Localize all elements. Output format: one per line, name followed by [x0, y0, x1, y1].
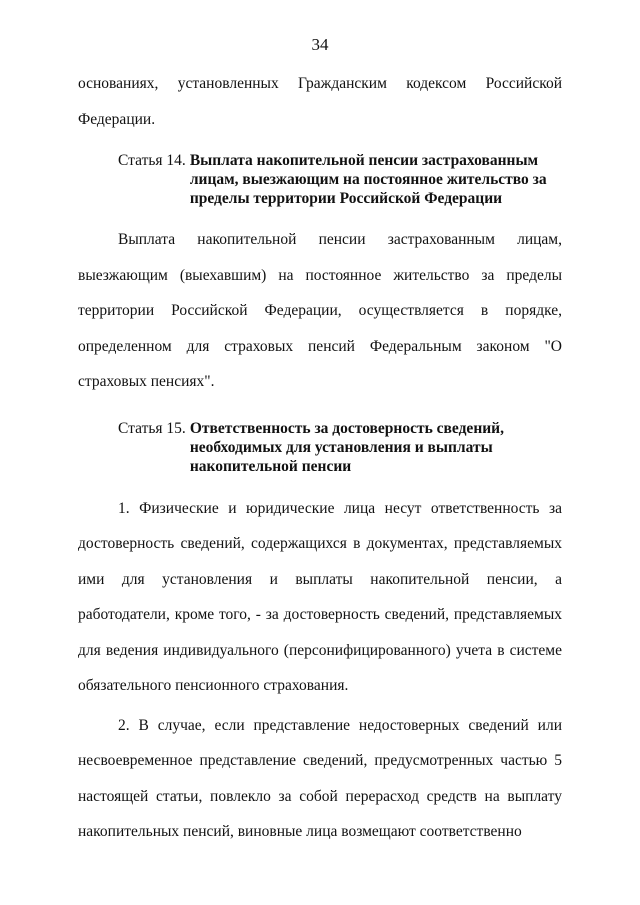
article-15-paragraph-2: 2. В случае, если представление недостоверных сведений или несвоевременное представление сведений, предусмотренных частью 5 настоящей статьи, повлекло за собой перерасход средств на выплату накопительных пенсий, виновные лица возмещают соответственно: [78, 716, 562, 840]
continuation-paragraph: основаниях, установленных Гражданским кодексом Российской Федерации.: [78, 75, 562, 128]
page-number: 34: [311, 35, 329, 54]
article-14-paragraph: Выплата накопительной пенсии застрахованным лицам, выезжающим (выехавшим) на постоянное жительство за пределы территории Российской Федерации, осуществляется в порядке, определенном для страховых пенсий Федеральным законом "О страховых пенсиях".: [78, 231, 562, 390]
article-14-title: Выплата накопительной пенсии застрахованным лицам, выезжающим на постоянное жительство за пределы территории Российской Федерации: [189, 152, 547, 207]
article-14-heading: [78, 151, 562, 208]
article-15-title: Ответственность за достоверность сведений, необходимых для установления и выплаты накопительной пенсии: [189, 419, 504, 475]
page-body: [78, 66, 562, 850]
article-15-paragraph-1: 1. Физические и юридические лица несут ответственность за достоверность сведений, содержащихся в документах, представляемых ими для установления и выплаты накопительной пенсии, а работодатели, кроме того, - за достоверность сведений, представляемых для ведения индивидуального (персонифицированного) учета в системе обязательного пенсионного страхования.: [78, 499, 562, 694]
article-15-heading: [78, 419, 562, 476]
article-14-label: Статья 14.: [118, 152, 186, 169]
article-15-label: Статья 15.: [118, 419, 186, 437]
